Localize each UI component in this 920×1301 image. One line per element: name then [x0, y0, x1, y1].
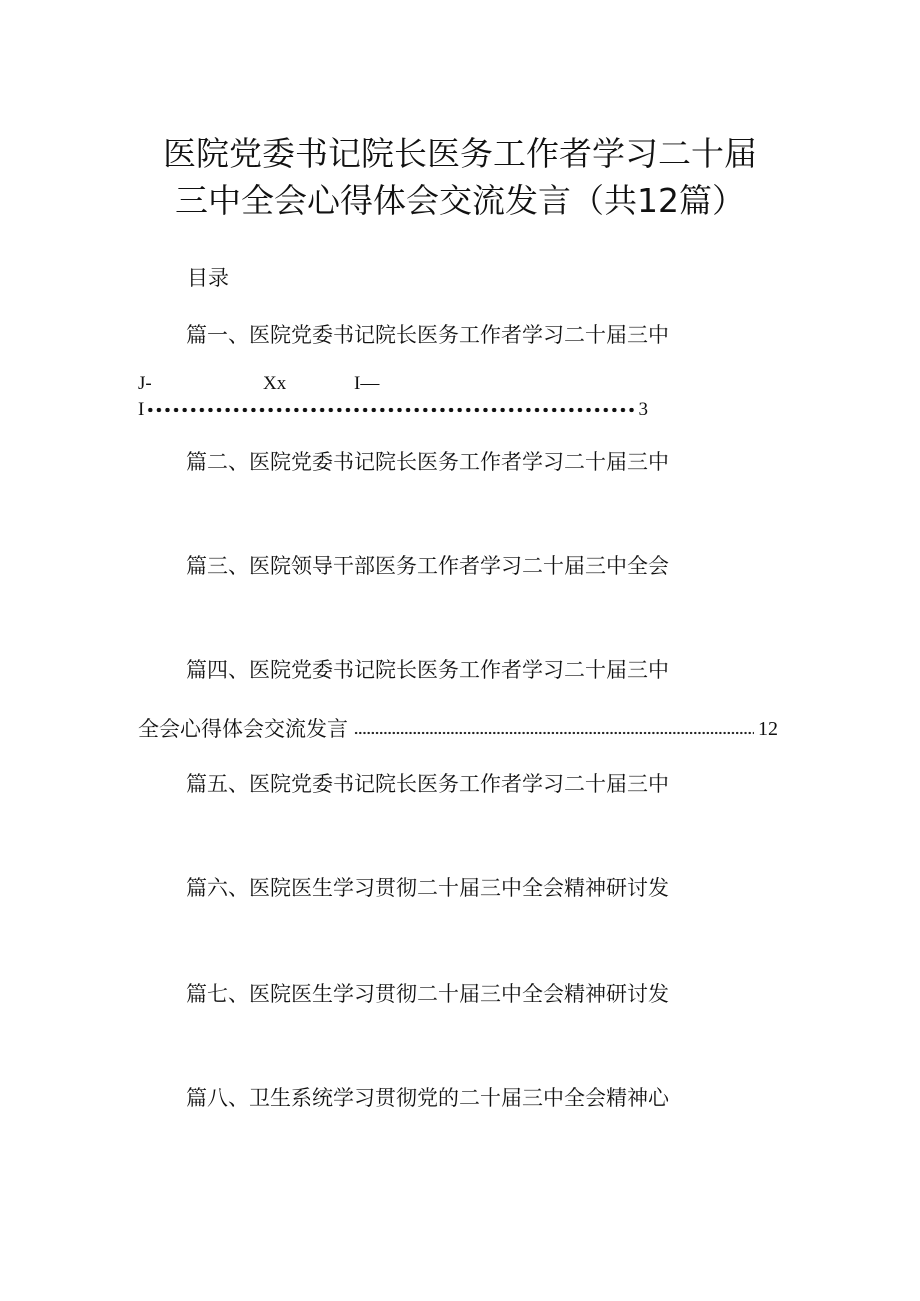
- toc-entry-1-leader-start: I: [138, 399, 145, 420]
- toc-entry-1-page-number: 3: [638, 399, 648, 420]
- toc-entry-4[interactable]: 篇四、医院党委书记院长医务工作者学习二十届三中: [186, 658, 669, 682]
- toc-entry-8[interactable]: 篇八、卫生系统学习贯彻党的二十届三中全会精神心: [186, 1086, 669, 1110]
- garbled-fragment-a: J-: [138, 373, 152, 394]
- toc-entry-2[interactable]: 篇二、医院党委书记院长医务工作者学习二十届三中: [186, 450, 669, 474]
- toc-entry-1[interactable]: 篇一、医院党委书记院长医务工作者学习二十届三中: [186, 323, 669, 347]
- dot-leader: [354, 730, 754, 736]
- toc-entry-4-continuation-text: 全会心得体会交流发言: [138, 717, 348, 741]
- toc-entry-7[interactable]: 篇七、医院医生学习贯彻二十届三中全会精神研讨发: [186, 982, 669, 1006]
- toc-entry-4-continuation[interactable]: [138, 714, 778, 744]
- toc-entry-6[interactable]: 篇六、医院医生学习贯彻二十届三中全会精神研讨发: [186, 876, 669, 900]
- toc-entry-3[interactable]: 篇三、医院领导干部医务工作者学习二十届三中全会: [186, 554, 669, 578]
- toc-entry-5[interactable]: 篇五、医院党委书记院长医务工作者学习二十届三中: [186, 772, 669, 796]
- garbled-fragment-b: Xx: [263, 373, 287, 394]
- document-title-line-1: 医院党委书记院长医务工作者学习二十届: [163, 134, 757, 173]
- garbled-fragment-c: I—: [354, 373, 380, 394]
- toc-entry-4-page-number: 12: [758, 718, 778, 740]
- dot-leader: [146, 406, 636, 414]
- toc-heading: 目录: [187, 266, 229, 290]
- document-title-line-2: 三中全会心得体会交流发言（共12篇）: [175, 181, 745, 220]
- toc-entry-1-leader: [138, 398, 648, 422]
